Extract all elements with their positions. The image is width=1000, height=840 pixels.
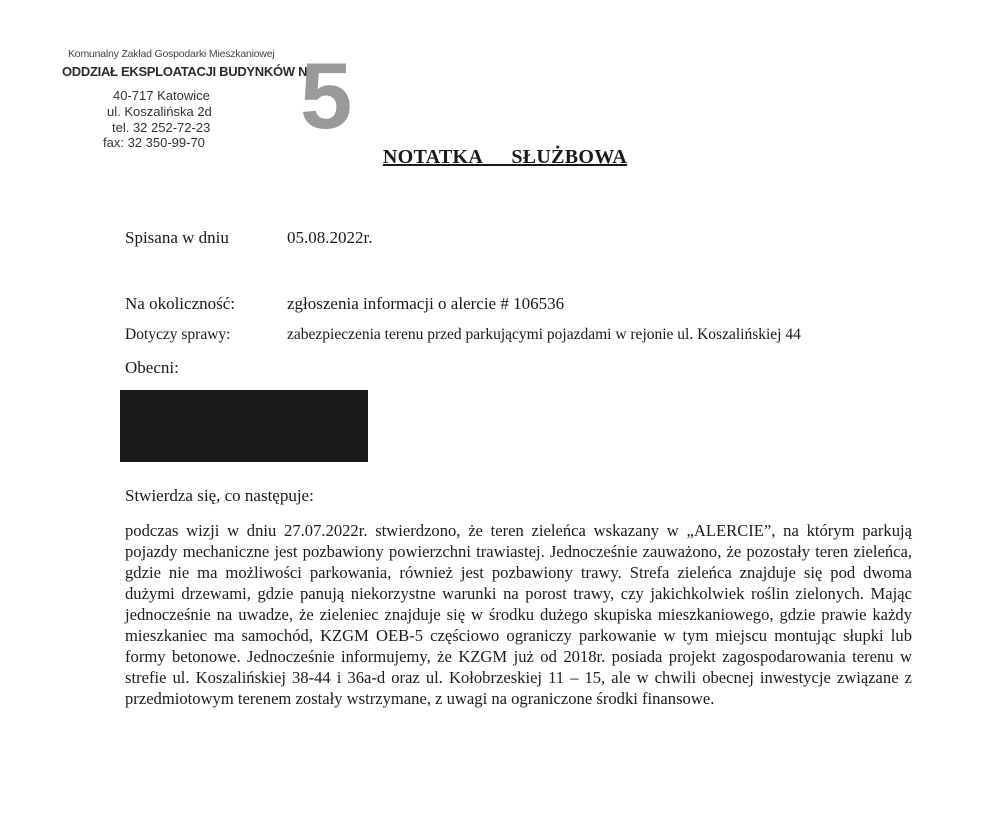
circumstance-value: zgłoszenia informacji o alercie # 106536 <box>287 294 565 313</box>
matter-label: Dotyczy sprawy: <box>125 326 231 343</box>
present-label: Obecni: <box>125 358 179 377</box>
document-title: NOTATKA SŁUŻBOWA <box>382 146 628 168</box>
address-city: 40-717 Katowice <box>113 88 210 103</box>
fax-number: fax: 32 350-99-70 <box>103 135 205 150</box>
date-label: Spisana w dniu <box>125 228 229 247</box>
organization-name: Komunalny Zakład Gospodarki Mieszkaniowej <box>68 48 275 60</box>
circumstance-label: Na okoliczność: <box>125 294 235 313</box>
phone-number: tel. 32 252-72-23 <box>112 120 211 135</box>
department-name: ODDZIAŁ EKSPLOATACJI BUDYNKÓW NR <box>62 64 317 79</box>
findings-body: podczas wizji w dniu 27.07.2022r. stwierdzono, że teren zieleńca wskazany w „ALERCIE”, na którym parkują pojazdy mechaniczne jest pozbawiony powierzchni trawiastej. Jednocześnie zauważono, że pozostały teren zieleńca, gdzie nie ma możliwości parkowania, również jest pozbawiony trawy. Strefa zieleńca znajduje się pod dwoma dużymi drzewami, gdzie panują niekorzystne warunki na porost trawy, czy jakichkolwiek roślin zielonych. Mając jednocześnie na uwadze, że zieleniec znajduje się w środku dużego skupiska mieszkaniowego, gdzie prawie każdy mieszkaniec ma samochód, KZGM OEB-5 częściowo ograniczy parkowanie w tym miejscu montując słupki lub formy betonowe. Jednocześnie informujemy, że KZGM już od 2018r. posiada projekt zagospodarowania terenu w strefie ul. Koszalińskiej 38-44 i 36a-d oraz ul. Kołobrzeskiej 11 – 15, ale w chwili obecnej inwestycje związane z przedmiotowym terenem zostały wstrzymane, z uwagi na ograniczone środki finansowe. <box>125 521 912 708</box>
header-stamp <box>60 43 353 158</box>
department-number: 5 <box>300 43 353 148</box>
redacted-block <box>120 390 368 462</box>
findings-label: Stwierdza się, co następuje: <box>125 486 314 505</box>
matter-value: zabezpieczenia terenu przed parkującymi pojazdami w rejonie ul. Koszalińskiej 44 <box>287 326 801 343</box>
date-value: 05.08.2022r. <box>287 228 373 247</box>
address-street: ul. Koszalińska 2d <box>107 104 212 119</box>
